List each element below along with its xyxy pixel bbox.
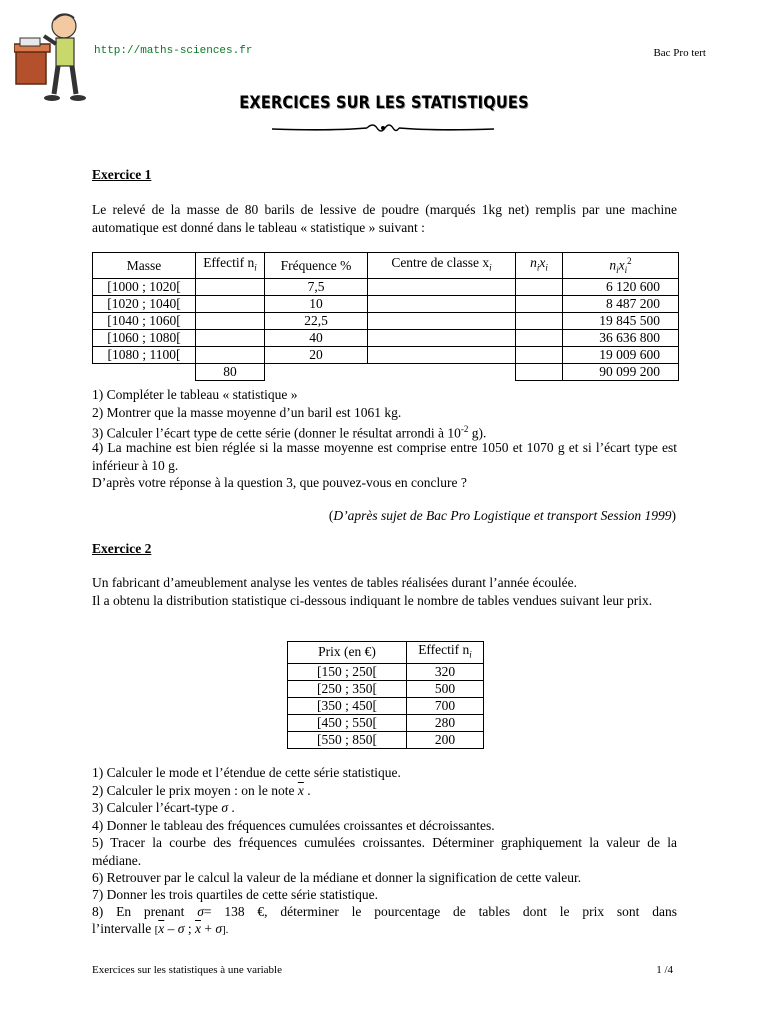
ornament-divider: [272, 121, 494, 135]
header-effectif: Effectif $n_i$: [196, 253, 265, 279]
table-statistics-1: [92, 252, 679, 381]
cell-prix: [450 ; 550[: [288, 714, 407, 731]
cell-effectif: 280: [407, 714, 484, 731]
exercise-1-intro: Le relevé de la masse de 80 barils de lessive de poudre (marqués 1kg net) remplis par une machine automatique est donné dans le tableau « statistique » suivant :: [92, 202, 677, 235]
cell-prix: [350 ; 450[: [288, 697, 407, 714]
table-row: [93, 279, 679, 296]
cell-frequence: 10: [265, 296, 368, 313]
table-row: [288, 731, 484, 748]
cell-centre: [368, 330, 516, 347]
cell-effectif: [196, 330, 265, 347]
header-prix: Prix (en €): [288, 642, 407, 664]
cell-frequence: 20: [265, 347, 368, 364]
cell-masse: [1060 ; 1080[: [93, 330, 196, 347]
exercise-2-intro-2: Il a obtenu la distribution statistique ci-dessous indiquant le nombre de tables vendues suivant leur prix.: [92, 593, 653, 608]
total-effectif: 80: [196, 364, 265, 381]
table-row: [288, 663, 484, 680]
ex2-question-2: 2) Calculer le prix moyen : on le note $\overline{x}$ .: [92, 783, 311, 798]
cell-nixi: [516, 296, 563, 313]
cell-prix: [150 ; 250[: [288, 663, 407, 680]
ex1-question-2: 2) Montrer que la masse moyenne d’un baril est 1061 kg.: [92, 405, 402, 420]
ex2-question-1: 1) Calculer le mode et l’étendue de cette série statistique.: [92, 765, 401, 780]
ex1-question-1: 1) Compléter le tableau « statistique »: [92, 387, 298, 402]
cell-effectif: [196, 347, 265, 364]
table-row: [93, 330, 679, 347]
xbar-symbol: $\overline{x}$: [297, 783, 304, 798]
ex1-question-3: 3) Calculer l’écart type de cette série (donner le résultat arrondi à $10^{-2}$ g).: [92, 424, 487, 441]
cell-centre: [368, 296, 516, 313]
table-row: [288, 680, 484, 697]
header-frequence: Fréquence %: [265, 253, 368, 279]
ex2-question-3: 3) Calculer l’écart-type σ .: [92, 800, 235, 815]
table-row: [288, 714, 484, 731]
cell-nixi: [516, 330, 563, 347]
cell-nixi2: 19 845 500: [563, 313, 679, 330]
header-effectif: Effectif $n_i$: [407, 642, 484, 664]
cell-frequence: 40: [265, 330, 368, 347]
table-row: [93, 296, 679, 313]
ex1-source: (D’après sujet de Bac Pro Logistique et transport Session 1999): [328, 508, 676, 523]
page-number: 1 /4: [656, 964, 673, 976]
header-nixi: $n_ix_i$: [516, 253, 563, 279]
table-header-row: [93, 253, 679, 279]
site-url[interactable]: http://maths-sciences.fr: [94, 45, 253, 57]
ex2-question-6: 6) Retrouver par le calcul la valeur de la médiane et donner la signification de cette valeur.: [92, 870, 582, 885]
cell-nixi2: 36 636 800: [563, 330, 679, 347]
cell-nixi: [516, 279, 563, 296]
header-centre: Centre de classe $x_i$: [368, 253, 516, 279]
cell-effectif: 500: [407, 680, 484, 697]
header-nixi2: $n_ix_i^2$: [563, 253, 679, 279]
cell-masse: [1020 ; 1040[: [93, 296, 196, 313]
exercise-1-heading: Exercice 1: [92, 167, 152, 182]
cell-centre: [368, 313, 516, 330]
cell-nixi2: 8 487 200: [563, 296, 679, 313]
table-row: [93, 313, 679, 330]
cell-effectif: [196, 279, 265, 296]
ex1-question-5: D’après votre réponse à la question 3, que pouvez-vous en conclure ?: [92, 475, 467, 490]
cell-effectif: 320: [407, 663, 484, 680]
cell-masse: [1000 ; 1020[: [93, 279, 196, 296]
cell-masse: [1080 ; 1100[: [93, 347, 196, 364]
cell-frequence: 22,5: [265, 313, 368, 330]
ex2-question-8: 8) En prenant σ= 138 €, déterminer le pourcentage de tables dont le prix sont dans: [92, 904, 677, 919]
ex2-question-4: 4) Donner le tableau des fréquences cumulées croissantes et décroissantes.: [92, 818, 495, 833]
table-total-row: [93, 364, 679, 381]
professor-logo: [14, 6, 88, 104]
table-row: [288, 697, 484, 714]
cell-centre: [368, 347, 516, 364]
cell-frequence: 7,5: [265, 279, 368, 296]
cell-effectif: 700: [407, 697, 484, 714]
cell-effectif: 200: [407, 731, 484, 748]
table-prices: [287, 641, 484, 749]
cell-masse: [1040 ; 1060[: [93, 313, 196, 330]
cell-centre: [368, 279, 516, 296]
total-nixi: [516, 364, 563, 381]
ex2-question-8-interval: l’intervalle [$\overline{x}$ – σ ; $\overline{x} + \sigma$].: [92, 921, 229, 936]
cell-prix: [550 ; 850[: [288, 731, 407, 748]
cell-effectif: [196, 296, 265, 313]
footer-title: Exercices sur les statistiques à une variable: [92, 964, 282, 976]
header-level: Bac Pro tert: [653, 47, 706, 59]
cell-nixi: [516, 347, 563, 364]
ex1-question-4: 4) La machine est bien réglée si la masse moyenne est comprise entre 1050 et 1070 g et si l’écart type est inférieur à 10 g.: [92, 440, 677, 473]
cell-nixi2: 6 120 600: [563, 279, 679, 296]
cell-nixi: [516, 313, 563, 330]
table-header-row: [288, 642, 484, 664]
exercise-2-intro-1: Un fabricant d’ameublement analyse les ventes de tables réalisées durant l’année écoulée.: [92, 575, 578, 590]
total-nixi2: 90 099 200: [563, 364, 679, 381]
cell-effectif: [196, 313, 265, 330]
cell-nixi2: 19 009 600: [563, 347, 679, 364]
sigma-symbol: σ: [221, 800, 228, 815]
table-row: [93, 347, 679, 364]
ex2-question-5: 5) Tracer la courbe des fréquences cumulées croissantes. Déterminer graphiquement la valeur de la médiane.: [92, 835, 677, 868]
header-masse: Masse: [93, 253, 196, 279]
ex2-question-7: 7) Donner les trois quartiles de cette série statistique.: [92, 887, 379, 902]
exercise-2-heading: Exercice 2: [92, 541, 152, 556]
page-title: EXERCICES SUR LES STATISTIQUES: [239, 93, 529, 113]
cell-prix: [250 ; 350[: [288, 680, 407, 697]
